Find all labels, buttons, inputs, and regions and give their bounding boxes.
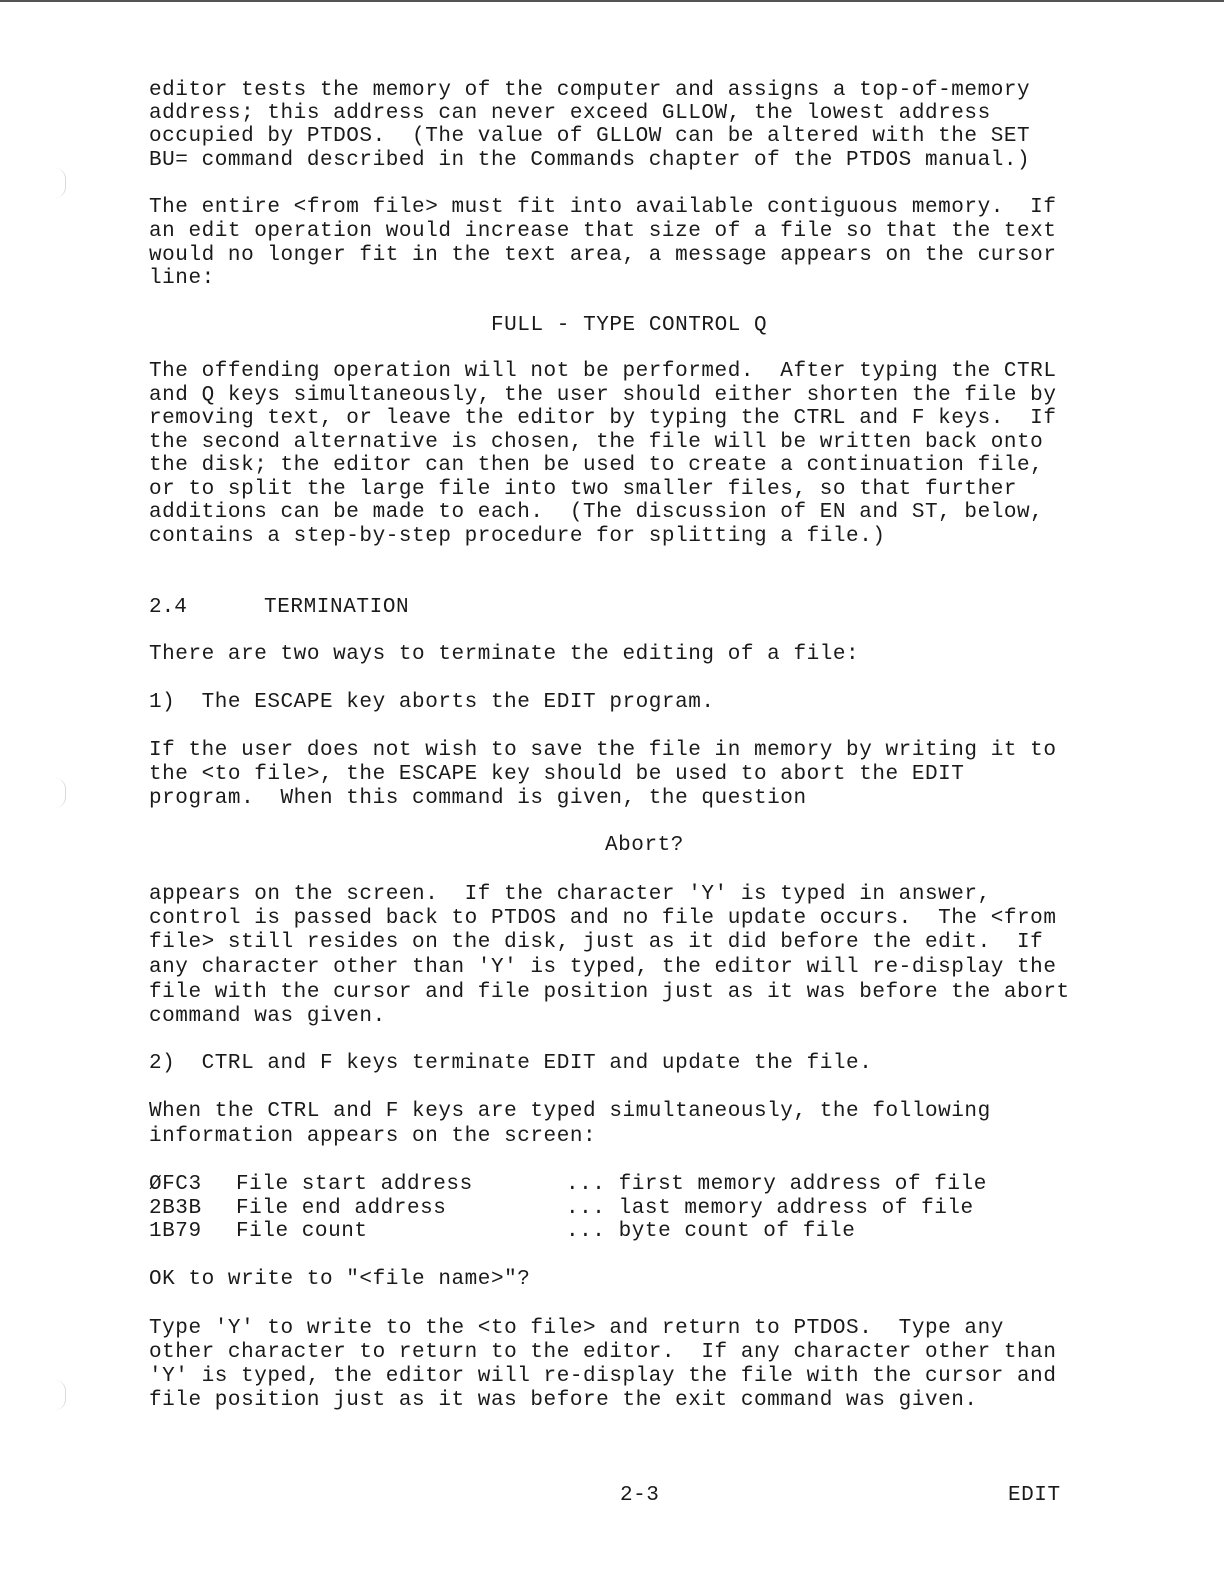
paragraph-7-line: Type 'Y' to write to the <to file> and return to PTDOS. Type any (149, 1317, 1004, 1340)
info-row-desc: ... first memory address of file (566, 1173, 987, 1196)
intro-text: There are two ways to terminate the editing of a file: (149, 643, 860, 666)
paragraph-3-line: the second alternative is chosen, the file will be written back onto (149, 431, 1044, 454)
paragraph-3-line: the disk; the editor can then be used to create a continuation file, (149, 454, 1044, 477)
paragraph-3-line: or to split the large file into two smaller files, so that further (149, 478, 1018, 501)
list-item-2: 2) CTRL and F keys terminate EDIT and update the file. (149, 1052, 873, 1075)
paragraph-3-line: contains a step-by-step procedure for splitting a file.) (149, 525, 886, 548)
paragraph-3-line: additions can be made to each. (The discussion of EN and ST, below, (149, 501, 1044, 524)
info-row-label: File start address (236, 1173, 473, 1196)
paragraph-5-line: command was given. (149, 1005, 386, 1028)
paragraph-5-line: control is passed back to PTDOS and no file update occurs. The <from (149, 907, 1057, 930)
paragraph-7-line: file position just as it was before the exit command was given. (149, 1389, 978, 1412)
paragraph-6-line: information appears on the screen: (149, 1125, 597, 1148)
paragraph-3-line: and Q keys simultaneously, the user should either shorten the file by (149, 384, 1057, 407)
page-top-rule (0, 0, 1224, 2)
paragraph-4-line: program. When this command is given, the question (149, 787, 807, 810)
paragraph-1-line: editor tests the memory of the computer and assigns a top-of-memory (149, 79, 1031, 102)
info-row-label: File end address (236, 1197, 447, 1220)
paragraph-5-line: any character other than 'Y' is typed, the editor will re-display the (149, 956, 1057, 979)
paragraph-7-line: 'Y' is typed, the editor will re-display the file with the cursor and (149, 1365, 1057, 1388)
info-row-desc: ... byte count of file (566, 1220, 856, 1243)
section-number: 2.4 (149, 596, 187, 619)
section-title: TERMINATION (264, 596, 410, 619)
paragraph-3-line: removing text, or leave the editor by typing the CTRL and F keys. If (149, 407, 1057, 430)
info-row-desc: ... last memory address of file (566, 1197, 974, 1220)
paragraph-2-line: The entire <from file> must fit into available contiguous memory. If (149, 196, 1057, 219)
paragraph-6-line: When the CTRL and F keys are typed simultaneously, the following (149, 1100, 991, 1123)
abort-prompt: Abort? (605, 834, 684, 857)
scan-mark (55, 778, 66, 808)
paragraph-5-line: file> still resides on the disk, just as it did before the edit. If (149, 931, 1044, 954)
paragraph-7-line: other character to return to the editor. If any character other than (149, 1341, 1057, 1364)
paragraph-1-line: occupied by PTDOS. (The value of GLLOW can be altered with the SET (149, 125, 1031, 148)
full-message: FULL - TYPE CONTROL Q (491, 314, 768, 337)
paragraph-2-line: an edit operation would increase that size of a file so that the text (149, 220, 1057, 243)
list-item-1: 1) The ESCAPE key aborts the EDIT program. (149, 691, 715, 714)
paragraph-4-line: the <to file>, the ESCAPE key should be used to abort the EDIT (149, 763, 965, 786)
ok-prompt: OK to write to "<file name>"? (149, 1268, 531, 1291)
paragraph-5-line: appears on the screen. If the character 'Y' is typed in answer, (149, 883, 991, 906)
paragraph-5-line: file with the cursor and file position just as it was before the abort (149, 981, 1070, 1004)
page-number: 2-3 (620, 1484, 660, 1507)
paragraph-4-line: If the user does not wish to save the file in memory by writing it to (149, 739, 1057, 762)
scan-mark (55, 1380, 66, 1410)
scan-mark (55, 168, 66, 198)
info-row-label: File count (236, 1220, 368, 1243)
paragraph-1-line: address; this address can never exceed GLLOW, the lowest address (149, 102, 991, 125)
info-row-addr: 2B3B (149, 1197, 202, 1220)
paragraph-2-line: line: (149, 267, 215, 290)
chapter-name: EDIT (1008, 1484, 1061, 1507)
info-row-addr: 1B79 (149, 1220, 202, 1243)
paragraph-1-line: BU= command described in the Commands chapter of the PTDOS manual.) (149, 149, 1031, 172)
info-row-addr: ØFC3 (149, 1173, 202, 1196)
paragraph-2-line: would no longer fit in the text area, a message appears on the cursor (149, 244, 1057, 267)
paragraph-3-line: The offending operation will not be performed. After typing the CTRL (149, 360, 1057, 383)
